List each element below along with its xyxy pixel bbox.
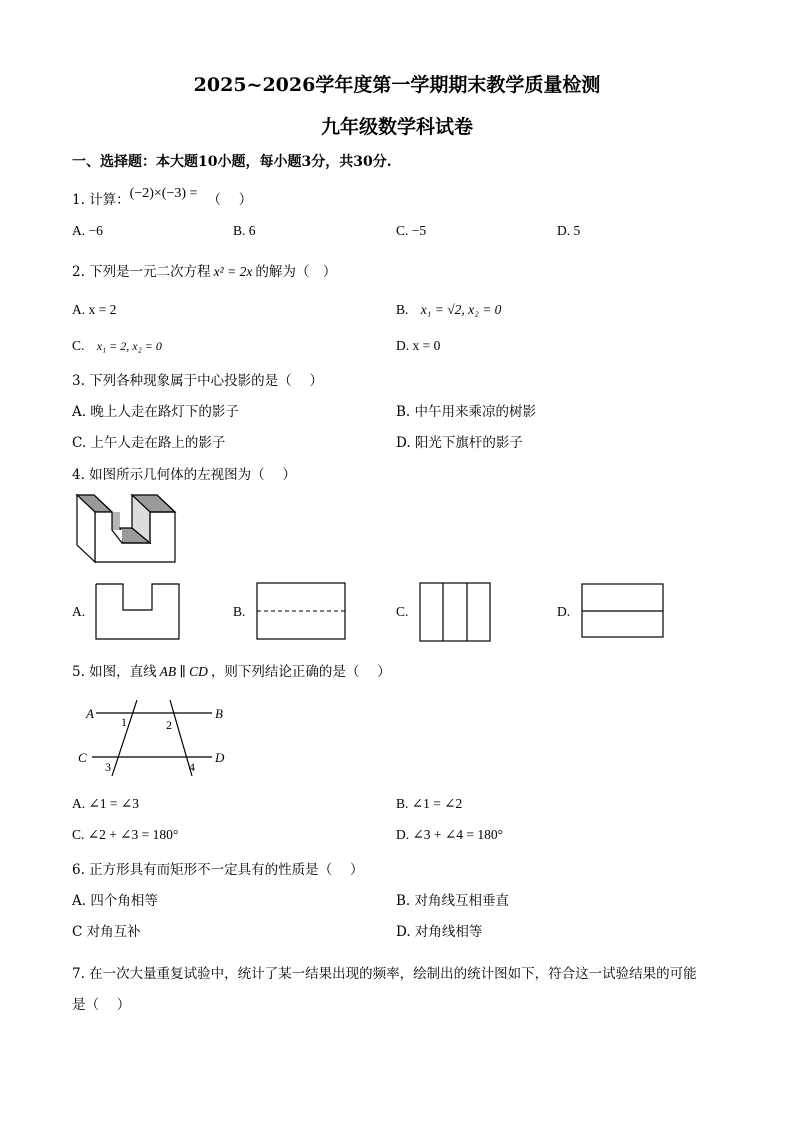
q5-prefix: 5. 如图，直线 (72, 664, 157, 680)
q3-option-c: C. 上午人走在路上的影子 (72, 435, 226, 451)
q2-option-c-label: C. (72, 338, 85, 353)
exam-subtitle: 九年级数学科试卷 (320, 116, 473, 138)
q1-option-b: B. 6 (233, 223, 256, 238)
q1-option-d: D. 5 (557, 223, 581, 238)
q5-option-c: C. ∠2 + ∠3 = 180° (72, 827, 179, 842)
q2-option-c-expr: x₁ = 2, x₂ = 0 (96, 339, 162, 353)
label-C: C (78, 750, 87, 765)
q1-option-c: C. −5 (396, 223, 427, 238)
question-1-stem (72, 188, 252, 209)
label-B: B (215, 706, 223, 721)
question-2-stem (72, 260, 336, 280)
q6-option-d: D. 对角线相等 (396, 924, 483, 940)
q6-option-a: A. 四个角相等 (72, 893, 158, 909)
q2-prefix: 2. 下列是一元二次方程 (72, 264, 211, 280)
q4-solid-figure (72, 490, 182, 568)
label-A: A (86, 706, 94, 721)
question-7-stem-line1: 7. 在一次大量重复试验中，统计了某一结果出现的频率，绘制出的统计图如下，符合这一试验结果的可能 (72, 966, 697, 982)
q4-option-c-label: C. (396, 604, 409, 619)
q2-option-b (396, 302, 501, 318)
q3-option-d: D. 阳光下旗杆的影子 (396, 435, 523, 451)
q1-prefix: 1. 计算： (72, 192, 130, 208)
q1-option-a: A. −6 (72, 223, 103, 238)
section-heading: 一、选择题：本大题10小题，每小题3分，共30分. (72, 154, 392, 170)
q5-option-b: B. ∠1 = ∠2 (396, 796, 463, 811)
q4-option-c-figure (419, 582, 492, 643)
q1-suffix: （ ） (207, 192, 253, 208)
q4-option-d-label: D. (557, 604, 571, 619)
question-5-stem (72, 660, 391, 680)
q5-suffix: ，则下列结论正确的是（ ） (210, 664, 391, 680)
q5-option-a: A. ∠1 = ∠3 (72, 796, 139, 811)
exam-title: 2025~2026学年度第一学期期末教学质量检测 (193, 74, 601, 96)
q6-option-c: C 对角互补 (72, 924, 141, 940)
q6-option-b: B. 对角线互相垂直 (396, 893, 510, 909)
q5-parallel-lines-figure (74, 700, 236, 780)
q5-expression: AB ∥ CD (159, 664, 208, 679)
q2-option-b-label: B. (396, 302, 409, 317)
q3-option-a: A. 晚上人走在路灯下的影子 (72, 404, 239, 420)
question-6-stem: 6. 正方形具有而矩形不一定具有的性质是（ ） (72, 862, 364, 878)
q4-option-b-label: B. (233, 604, 246, 619)
q4-option-a-figure (95, 583, 181, 641)
angle-label-2: 2 (166, 718, 172, 732)
q5-option-d: D. ∠3 + ∠4 = 180° (396, 827, 503, 842)
q3-option-b: B. 中午用来乘凉的树影 (396, 404, 537, 420)
q2-expression: x² = 2x (213, 264, 253, 279)
q4-option-b-figure (256, 582, 347, 641)
q2-option-c (72, 338, 162, 354)
angle-label-4: 4 (189, 760, 195, 774)
q4-option-a-label: A. (72, 604, 86, 619)
q2-suffix: 的解为（ ） (255, 264, 337, 280)
angle-label-3: 3 (105, 760, 111, 774)
question-4-stem: 4. 如图所示几何体的左视图为（ ） (72, 467, 296, 483)
question-7-stem-line2: 是（ ） (72, 997, 131, 1013)
angle-label-1: 1 (121, 715, 127, 729)
question-3-stem: 3. 下列各种现象属于中心投影的是（ ） (72, 373, 323, 389)
q2-option-a: A. x = 2 (72, 302, 117, 317)
q2-option-b-expr: x₁ = √2, x₂ = 0 (420, 302, 502, 317)
q1-expression: (−2)×(−3) = (129, 186, 198, 201)
label-D: D (215, 750, 225, 765)
q4-option-d-figure (581, 583, 665, 639)
q2-option-d: D. x = 0 (396, 338, 441, 353)
